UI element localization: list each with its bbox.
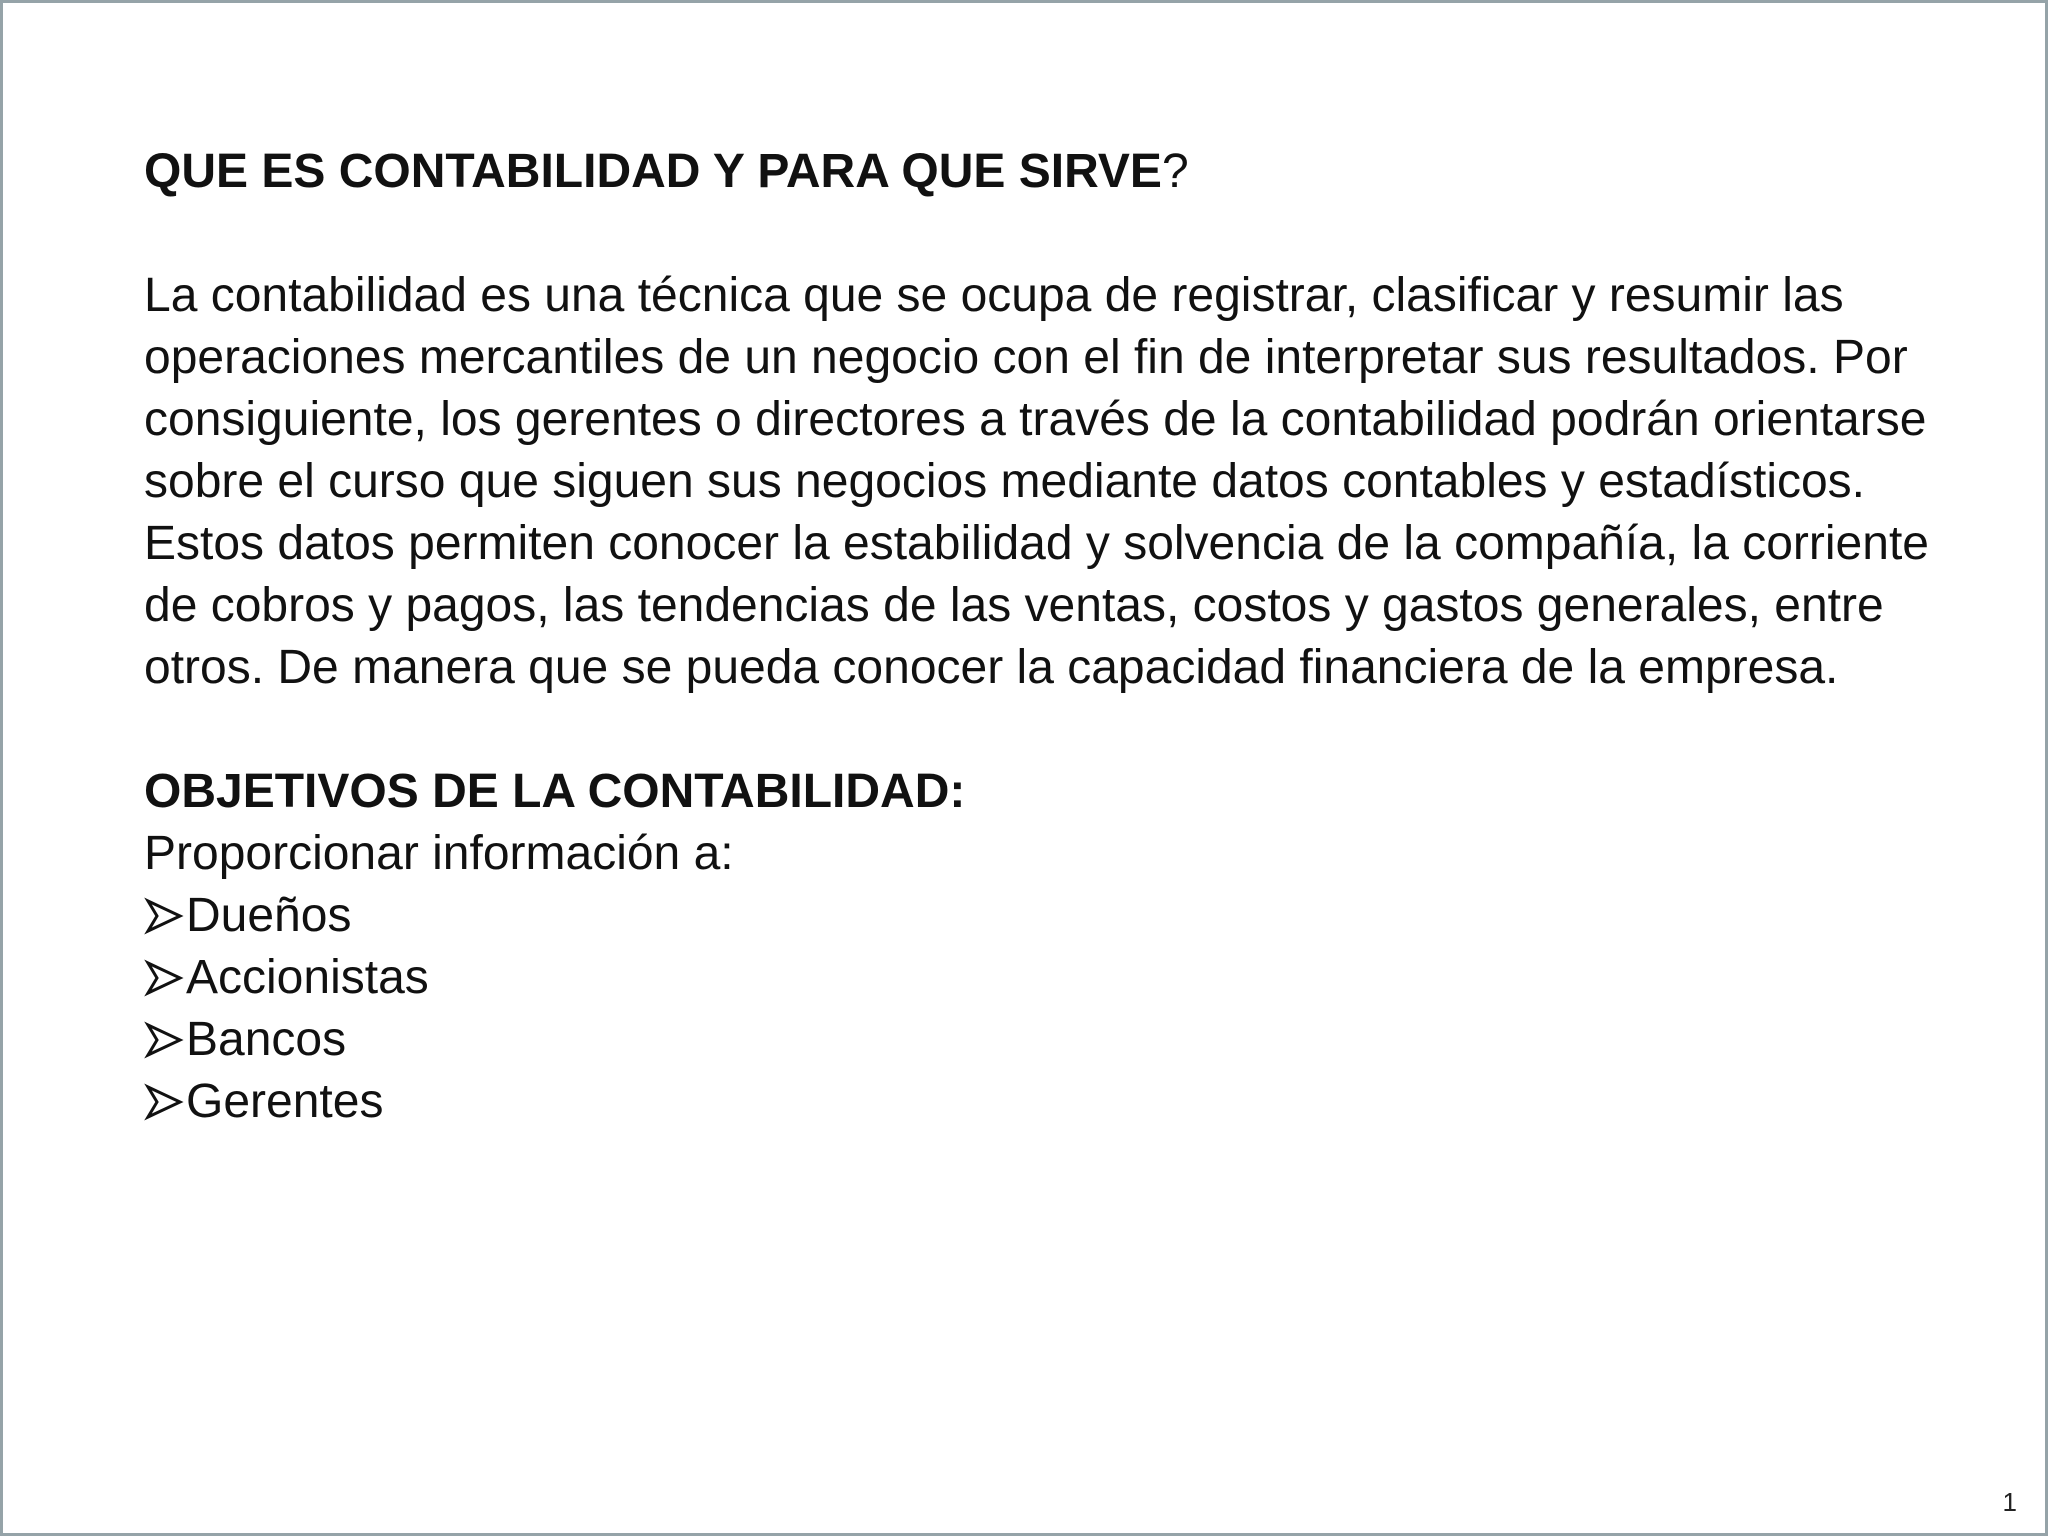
arrow-bullet-icon <box>144 896 184 936</box>
list-item-label: Accionistas <box>186 951 429 1004</box>
list-item <box>144 947 1984 1009</box>
page-title <box>144 141 1984 203</box>
list-item-label: Bancos <box>186 1013 347 1066</box>
list-item <box>144 1071 1984 1133</box>
spacer <box>144 699 1984 761</box>
list-item-label: Dueños <box>186 889 352 942</box>
page-title-suffix: ? <box>1161 145 1189 198</box>
definition-paragraph: La contabilidad es una técnica que se ocupa de registrar, clasificar y resumir las operaciones mercantiles de un negocio con el fin de interpretar sus resultados. Por consiguiente, los gerentes o directores a través de la contabilidad podrán orientarse sobre el curso que siguen sus negocios mediante datos contables y estadísticos. <box>144 269 1927 508</box>
arrow-bullet-icon <box>144 1020 184 1060</box>
list-item <box>144 1009 1984 1071</box>
page-number: 1 <box>2002 1487 2017 1517</box>
list-item <box>144 885 1984 947</box>
list-item-label: Gerentes <box>186 1075 384 1128</box>
arrow-bullet-icon <box>144 1082 184 1122</box>
slide-content <box>144 141 1984 1133</box>
spacer <box>144 203 1984 265</box>
purpose-paragraph: Estos datos permiten conocer la estabilidad y solvencia de la compañía, la corriente de cobros y pagos, las tendencias de las ventas, costos y gastos generales, entre otros. De manera que se pueda conocer la capacidad financiera de la empresa. <box>144 517 1929 694</box>
arrow-bullet-icon <box>144 958 184 998</box>
objectives-intro: Proporcionar información a: <box>144 827 734 880</box>
page-title-bold: QUE ES CONTABILIDAD Y PARA QUE SIRVE <box>144 145 1162 198</box>
objectives-title: OBJETIVOS DE LA CONTABILIDAD: <box>144 765 966 818</box>
objectives-list <box>144 885 1984 1133</box>
